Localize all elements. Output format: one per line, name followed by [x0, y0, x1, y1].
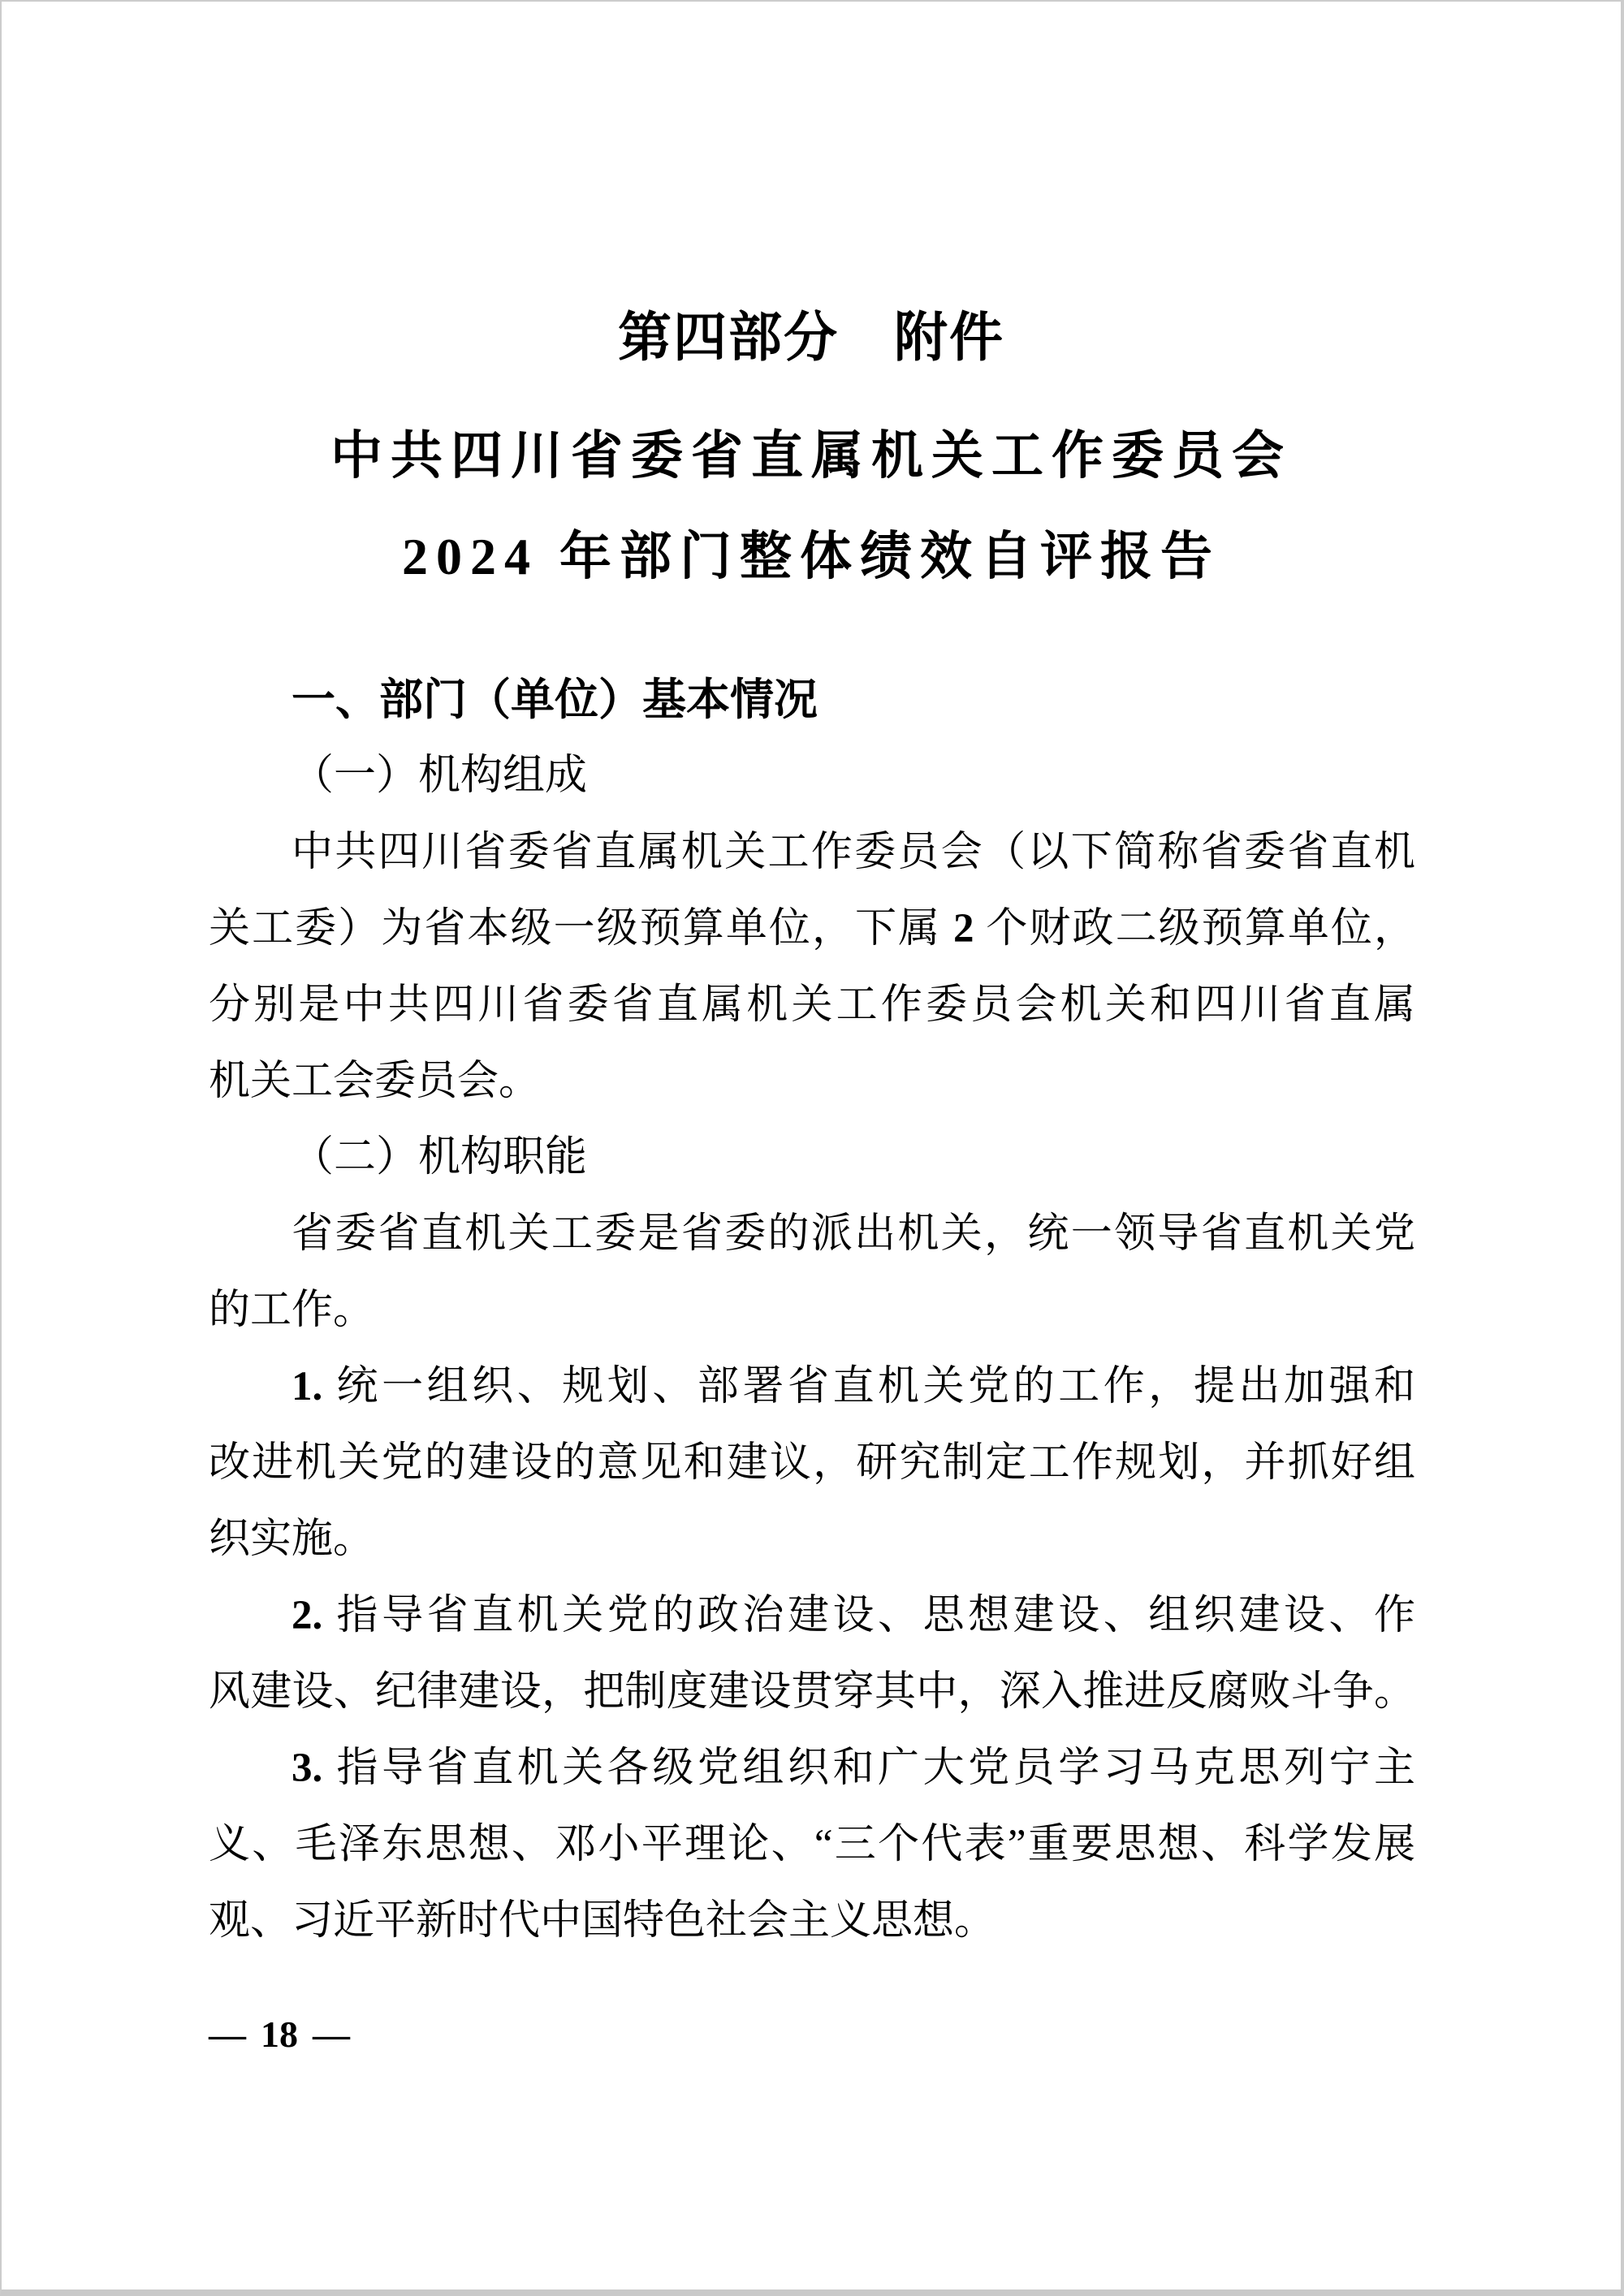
footer-dash-left: — — [209, 2013, 246, 2055]
list-item-number: 2. — [292, 1593, 323, 1638]
list-item-2-line — [209, 1577, 1415, 1654]
page-number: 18 — [261, 2013, 298, 2055]
paragraph-line — [209, 1043, 1415, 1120]
paragraph-line — [209, 1196, 1415, 1272]
paragraph-line — [209, 1272, 1415, 1349]
paragraph-line — [209, 814, 1415, 891]
list-item-1-line — [209, 1501, 1415, 1577]
paragraph-text: 省委省直机关工委是省委的派出机关，统一领导省直机关党 — [292, 1211, 1415, 1257]
list-item-3-line — [209, 1806, 1415, 1883]
paragraph-text: 织实施。 — [209, 1517, 375, 1562]
paragraph-line — [209, 967, 1415, 1043]
document-body — [209, 662, 1415, 1959]
paragraph-text: 分别是中共四川省委省直属机关工作委员会机关和四川省直属 — [209, 982, 1415, 1028]
report-title-line-2: 2024 年部门整体绩效自评报告 — [402, 528, 1220, 585]
list-item-3-line — [209, 1730, 1415, 1806]
subsection-1-1-heading: （一）机构组成 — [292, 753, 588, 799]
list-item-1-line — [209, 1349, 1415, 1425]
subsection-1-2-heading: （二）机构职能 — [292, 1134, 588, 1180]
list-item-1-line — [209, 1425, 1415, 1501]
paragraph-text: 中共四川省委省直属机关工作委员会（以下简称省委省直机 — [292, 830, 1415, 875]
paragraph-text: 个财政二级预算单位， — [974, 906, 1415, 952]
footer-dash-right: — — [313, 2013, 350, 2055]
report-title-line-1: 中共四川省委省直属机关工作委员会 — [330, 427, 1292, 485]
list-item-3-line — [209, 1883, 1415, 1959]
paragraph-text: 指导省直机关党的政治建设、思想建设、组织建设、作 — [322, 1593, 1415, 1638]
paragraph-text: 机关工会委员会。 — [209, 1059, 541, 1104]
part-title: 第四部分 附件 — [618, 309, 1004, 368]
paragraph-text: 义、毛泽东思想、邓小平理论、“三个代表”重要思想、科学发展 — [209, 1822, 1415, 1867]
paragraph-text: 改进机关党的建设的意见和建议，研究制定工作规划，并抓好组 — [209, 1440, 1415, 1486]
paragraph-text: 关工委）为省本级一级预算单位，下属 — [209, 906, 954, 952]
paragraph-text: 的工作。 — [209, 1288, 375, 1333]
paragraph-text: 指导省直机关各级党组织和广大党员学习马克思列宁主 — [322, 1746, 1415, 1791]
page-footer — [209, 2010, 1621, 2059]
list-item-number: 3. — [292, 1746, 323, 1791]
paragraph-text: 风建设、纪律建设，把制度建设贯穿其中，深入推进反腐败斗争。 — [209, 1669, 1415, 1715]
list-item-2-line — [209, 1654, 1415, 1730]
list-item-number: 1. — [292, 1364, 323, 1409]
paragraph-number-emphasis: 2 — [953, 906, 974, 952]
paragraph-text: 观、习近平新时代中国特色社会主义思想。 — [209, 1898, 996, 1944]
paragraph-text: 统一组织、规划、部署省直机关党的工作，提出加强和 — [322, 1364, 1415, 1409]
section-1-heading: 一、部门（单位）基本情况 — [292, 675, 818, 724]
paragraph-line — [209, 891, 1415, 967]
